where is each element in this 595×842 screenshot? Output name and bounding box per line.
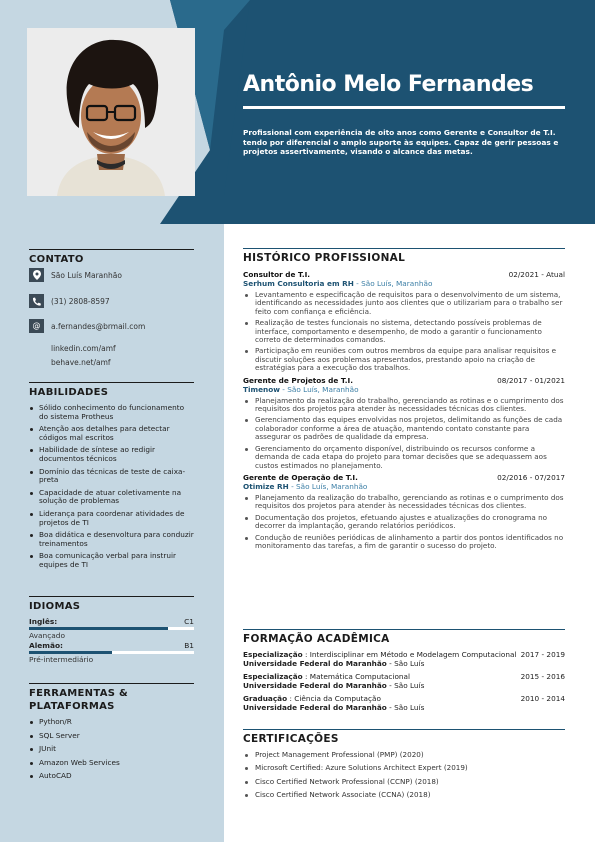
contact-phone <box>29 294 110 308</box>
language-item-english <box>29 617 194 641</box>
tools-list <box>29 718 194 781</box>
job-bullets <box>243 494 565 550</box>
education-years: 2015 - 2016 <box>520 672 565 682</box>
job-bullets <box>243 291 565 373</box>
list-item: Gerenciamento do orçamento disponível, distribuindo os recursos conforme a demanda de cada etapa do projeto para tomar decisões que se adequassem aos custos estimados no planejamento. <box>243 445 565 470</box>
list-item: Planejamento da realização do trabalho, gerenciando as rotinas e o cumprimento dos requisitos dos projetos para atender às necessidades técnicas dos clientes. <box>243 397 565 414</box>
list-item: Documentação dos projetos, efetuando ajustes e atualizações do cronograma no decorrer da implantação, gerando relatórios periódicos. <box>243 514 565 531</box>
job-title: Gerente de Operação de T.I. <box>243 472 358 482</box>
education-section-title: FORMAÇÃO ACADÊMICA <box>243 629 565 646</box>
skills-section-title: HABILIDADES <box>29 382 194 399</box>
job-bullets <box>243 397 565 470</box>
certifications-section-title: CERTIFICAÇÕES <box>243 729 565 746</box>
job-entry <box>243 270 565 373</box>
list-item: Realização de testes funcionais no sistema, detectando possíveis problemas de interface, comportamento e desempenho, de modo a garantir o funcionamento correto de determinados comandos. <box>243 319 565 344</box>
language-item-german <box>29 641 194 665</box>
list-item: Atenção aos detalhes para detectar códigos mal escritos <box>29 425 194 442</box>
phone-icon <box>29 294 44 308</box>
job-date: 02/2016 - 07/2017 <box>497 472 565 482</box>
list-item: Cisco Certified Network Professional (CCNP) (2018) <box>243 778 565 786</box>
contact-phone-text: (31) 2808-8597 <box>51 296 110 306</box>
languages-section-title: IDIOMAS <box>29 596 194 613</box>
list-item: Boa didática e desenvoltura para conduzir treinamentos <box>29 531 194 548</box>
list-item: Gerenciamento das equipes envolvidas nos projetos, delimitando as funções de cada colaborador conforme a área de atuação, mantendo contato constante para assegurar os padrões de qualidade da empresa. <box>243 416 565 441</box>
job-company: Serhum Consultoria em RH - São Luís, Maranhão <box>243 279 433 288</box>
list-item: Liderança para coordenar atividades de projetos de TI <box>29 510 194 527</box>
education-entry: Especialização : Interdisciplinar em Método e Modelagem Computacional Universidade Federal do Maranhão - São Luís 2017 - 2019 <box>243 650 565 668</box>
language-name: Inglês: <box>29 617 58 626</box>
list-item: Microsoft Certified: Azure Solutions Architect Expert (2019) <box>243 764 565 772</box>
language-name: Alemão: <box>29 641 64 650</box>
job-company: Otimize RH - São Luís, Maranhão <box>243 481 368 491</box>
language-level-desc: Pré-intermediário <box>29 655 94 664</box>
location-pin-icon <box>29 268 44 282</box>
education-years: 2017 - 2019 <box>520 650 565 659</box>
list-item: Levantamento e especificação de requisitos para o desenvolvimento de um sistema, identificando as necessidades junto aos clientes que o utilizariam para o trabalho ser feito com confiança e eficiência. <box>243 291 565 316</box>
list-item: Planejamento da realização do trabalho, gerenciando as rotinas e o cumprimento dos requisitos dos projetos para atender às necessidades técnicas dos clientes. <box>243 494 565 511</box>
list-item: Amazon Web Services <box>29 759 194 768</box>
list-item: Habilidade de síntese ao redigir documentos técnicos <box>29 446 194 463</box>
job-entry <box>243 376 565 470</box>
tools-section-title: FERRAMENTAS & PLATAFORMAS <box>29 683 194 713</box>
list-item: AutoCAD <box>29 772 194 781</box>
skills-list <box>29 404 194 570</box>
experience-section-title: HISTÓRICO PROFISSIONAL <box>243 248 565 265</box>
contact-email[interactable] <box>29 319 145 333</box>
list-item: Project Management Professional (PMP) (2020) <box>243 751 565 759</box>
language-level-code: B1 <box>184 641 194 650</box>
education-entry: Especialização : Matemática Computacional 2015 - 2016 Universidade Federal do Maranhão - São Luís <box>243 672 565 690</box>
list-item: Capacidade de atuar coletivamente na solução de problemas <box>29 489 194 506</box>
job-date: 02/2021 - Atual <box>508 270 565 279</box>
list-item: Domínio das técnicas de teste de caixa-preta <box>29 468 194 485</box>
list-item: JUnit <box>29 745 194 754</box>
contact-section-title: CONTATO <box>29 249 194 266</box>
profile-summary: Profissional com experiência de oito anos como Gerente e Consultor de T.I. tendo por diferencial o amplo suporte às equipes. Capaz de gerir pessoas e projetos assertivamente, visando o alcance das metas. <box>243 128 559 157</box>
job-date: 08/2017 - 01/2021 <box>497 375 565 385</box>
list-item: Sólido conhecimento do funcionamento do sistema Protheus <box>29 404 194 421</box>
contact-linkedin[interactable]: linkedin.com/amf <box>51 344 116 353</box>
list-item: SQL Server <box>29 732 194 741</box>
email-icon: @ <box>29 319 44 333</box>
job-company: Timenow - São Luís, Maranhão <box>243 384 359 394</box>
certifications-list <box>243 751 565 800</box>
list-item: Cisco Certified Network Associate (CCNA) (2018) <box>243 791 565 799</box>
education-entry: Graduação : Ciência da Computação 2010 - 2014 Universidade Federal do Maranhão - São Luís <box>243 694 565 712</box>
list-item: Condução de reuniões periódicas de alinhamento a partir dos pontos identificados no monitoramento das tarefas, a fim de garantir o sucesso do projeto. <box>243 534 565 551</box>
language-level-code: C1 <box>184 617 194 626</box>
contact-location-text: São Luís Maranhão <box>51 270 122 280</box>
profile-photo <box>27 28 195 196</box>
contact-behance[interactable]: behave.net/amf <box>51 358 111 367</box>
job-entry <box>243 473 565 550</box>
language-level-desc: Avançado <box>29 631 66 640</box>
list-item: Boa comunicação verbal para instruir equipes de TI <box>29 552 194 569</box>
list-item: Python/R <box>29 718 194 727</box>
job-title: Consultor de T.I. <box>243 270 311 279</box>
job-title: Gerente de Projetos de T.I. <box>243 375 354 385</box>
education-years: 2010 - 2014 <box>520 694 565 704</box>
contact-email-text[interactable]: a.fernandes@brmail.com <box>51 321 146 331</box>
list-item: Participação em reuniões com outros membros da equipe para analisar requisitos e discutir soluções aos problemas apresentados, prestando apoio na criação de estratégias para a execução dos trabalhos. <box>243 347 565 372</box>
candidate-name: Antônio Melo Fernandes <box>243 72 534 97</box>
name-underline <box>243 106 565 109</box>
contact-location <box>29 268 122 282</box>
